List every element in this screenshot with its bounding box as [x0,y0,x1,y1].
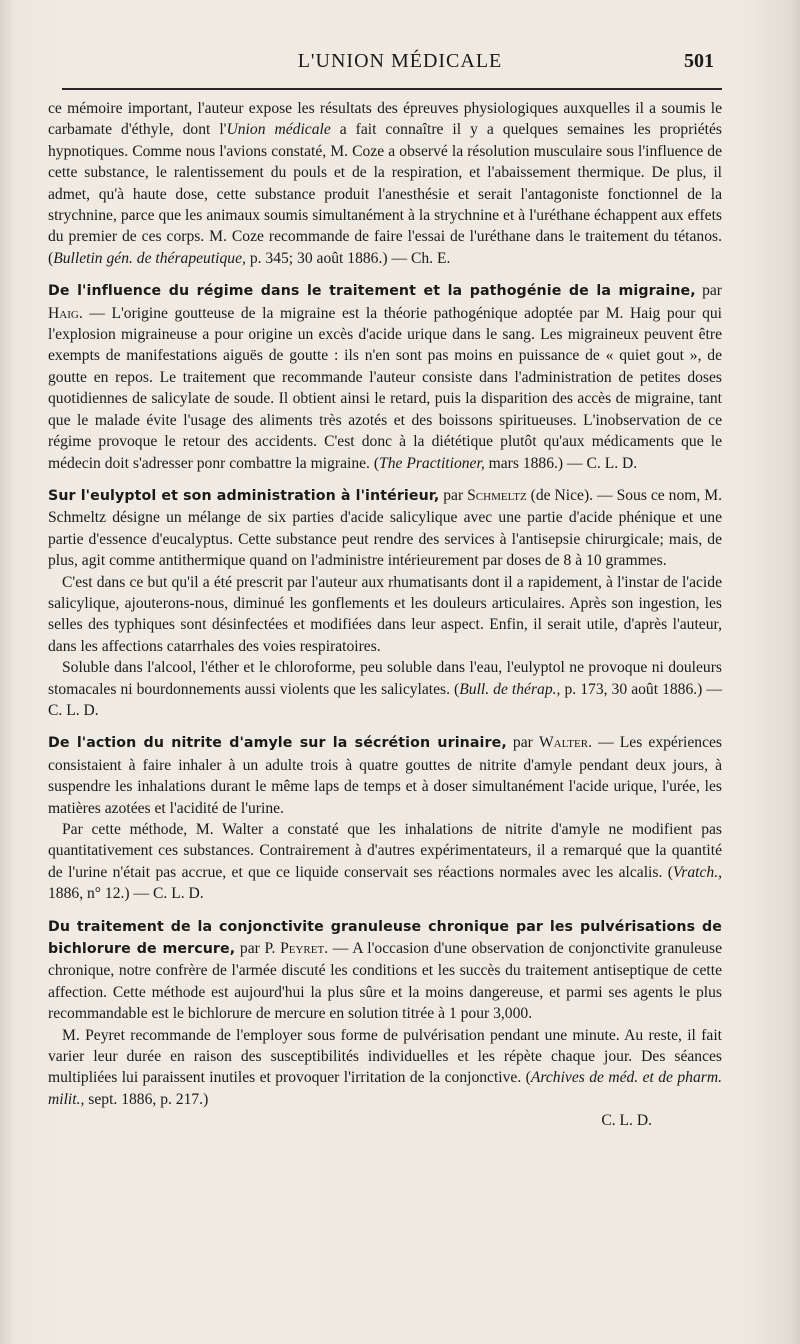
author-name: Schmeltz [467,486,527,504]
paragraph: ce mémoire important, l'auteur expose les résultats des épreuves physiologiques auxquelles il a soumis le carbamate d'éthyle, dont l'Union médicale a fait connaître il y a quelques semaines les propriétés hypnotiques. Comme nous l'avions constaté, M. Coze a observé la résolution musculaire sous l'influence de cette substance, le ralentissement du pouls et de la respiration, et l'abaissement thermique. De plus, il admet, qu'à haute dose, cette substance produit l'anesthésie et serait l'antagoniste fonctionnel de la strychnine, parce que les animaux soumis simultanément à la strychnine et à l'uréthane échappent aux effets du premier de ces corps. M. Coze recommande de faire l'essai de l'uréthane dans le traitement du tétanos. (Bulletin gén. de thérapeutique, p. 345; 30 août 1886.) — Ch. E. [48,100,722,267]
citation-title: Union médicale [226,121,331,139]
paragraph: Par cette méthode, M. Walter a constaté que les inhalations de nitrite d'amyle ne modifient pas quantitativement ces substances. Contrairement à d'autres expérimentateurs, il a remarqué que la quantité de l'urine n'était pas accrue, et que ce liquide conservait ses réactions normales avec les alcalis. (Vratch., 1886, n° 12.) — C. L. D. [48,821,722,903]
article-heading: De l'action du nitrite d'amyle sur la sécrétion urinaire, [48,735,507,752]
article-migraine [48,280,722,474]
citation-title: Bull. de thérap., [459,680,561,698]
article-nitrite-amyle [48,732,722,904]
signoff: C. L. D. [601,1112,652,1130]
article-continuation [48,98,722,269]
paragraph: M. Peyret recommande de l'employer sous forme de pulvérisation pendant une minute. Au reste, il fait varier leur durée en raison des susceptibilités individuelles et les répète chaque jour. Des séances multipliées lui paraissent inutiles et provoquer l'irritation de la conjonctive. (Archives de méd. et de pharm. milit., sept. 1886, p. 217.) [48,1026,722,1108]
article-eulyptol [48,485,722,721]
article-heading: De l'influence du régime dans le traitement et la pathogénie de la migraine, [48,283,696,300]
running-head [0,48,800,78]
paragraph: C'est dans ce but qu'il a été prescrit par l'auteur aux rhumatisants dont il a rapidement, à l'instar de l'acide salicylique, ajouterons-nous, diminué les gonflements et les douleurs articulaires. Après son ingestion, les selles des typhiques sont désinfectées et modifiées dans leur aspect. Enfin, il serait utile, d'après l'auteur, dans les affections catarrhales des voies respiratoires. [48,573,722,655]
article-heading: Sur l'eulyptol et son administration à l'intérieur, [48,487,440,504]
header-rule [62,88,722,90]
article-conjonctivite [48,916,722,1132]
author-name: Haig [48,304,79,322]
article-heading: Du traitement de la conjonctivite granuleuse chronique par les pulvérisations de bichlorure de mercure, [48,918,722,958]
author-name: Walter [538,734,589,752]
paragraph: De l'action du nitrite d'amyle sur la sécrétion urinaire, par Walter. — Les expériences consistaient à faire inhaler à un adulte trois à quatre gouttes de nitrite d'amyle pendant deux jours, à suspendre les inhalations durant le même laps de temps et à doser simultanément l'acide urique, l'urée, les matières azotées et l'acidité de l'urine. [48,734,722,817]
paragraph: Du traitement de la conjonctivite granuleuse chronique par les pulvérisations de bichlorure de mercure, par P. Peyret. — A l'occasion d'une observation de conjonctivite granuleuse chronique, notre confrère de l'armée discuté les conditions et les succès du traitement antiseptique de cette affection. Cette méthode est aujourd'hui la plus sûre et la moins dangereuse, et parmi ses agents le plus recommandable est le bichlorure de mercure en solution titrée à 1 pour 3,000. [48,918,722,1023]
paragraph: De l'influence du régime dans le traitement et la pathogénie de la migraine, par Haig. — L'origine goutteuse de la migraine est la théorie pathogénique adoptée par M. Haig pour qui l'explosion migraineuse a pour origine un excès d'acide urique dans le sang. Les migraineux peuvent être exempts de manifestations aiguës de goutte : ils n'en sont pas moins en puissance de « quiet gout », de goutte en repos. Le traitement que recommande l'auteur consiste dans l'administration de petites doses quotidiennes de salicylate de soude. Il obtient ainsi le retard, puis la disparition des accès de migraine, tant que le malade évite l'usage des aliments très azotés et des boissons spiritueuses. L'inobservation de ce régime provoque le retour des accidents. C'est donc à la diététique plutôt qu'aux médicaments que le médecin doit s'adresser ponr combattre la migraine. (The Practitioner, mars 1886.) — C. L. D. [48,282,722,472]
citation-title: Vratch., [672,863,722,881]
paragraph: Sur l'eulyptol et son administration à l'intérieur, par Schmeltz (de Nice). — Sous ce nom, M. Schmeltz désigne un mélange de six parties d'acide salicylique avec une partie d'acide phénique et une partie d'essence d'eucalyptus. Cette substance peut rendre des services à l'antisepsie chirurgicale; mais, de plus, agit comme antithermique quand on l'administre intérieurement par doses de 8 à 10 grammes. [48,486,722,570]
citation-title: Bulletin gén. de thérapeutique, [53,249,246,267]
journal-title: L'UNION MÉDICALE [297,50,503,72]
author-name: Peyret [280,940,325,958]
page-body [48,98,722,1132]
citation-title: The Practitioner, [379,454,485,472]
citation-title: Archives de méd. et de pharm. milit., [48,1069,722,1108]
page-number: 501 [684,50,714,72]
paragraph: Soluble dans l'alcool, l'éther et le chloroforme, peu soluble dans l'eau, l'eulyptol ne provoque ni douleurs stomacales ni bourdonnements aussi violents que les salicylates. (Bull. de thérap., p. 173, 30 août 1886.) — C. L. D. [48,659,722,719]
